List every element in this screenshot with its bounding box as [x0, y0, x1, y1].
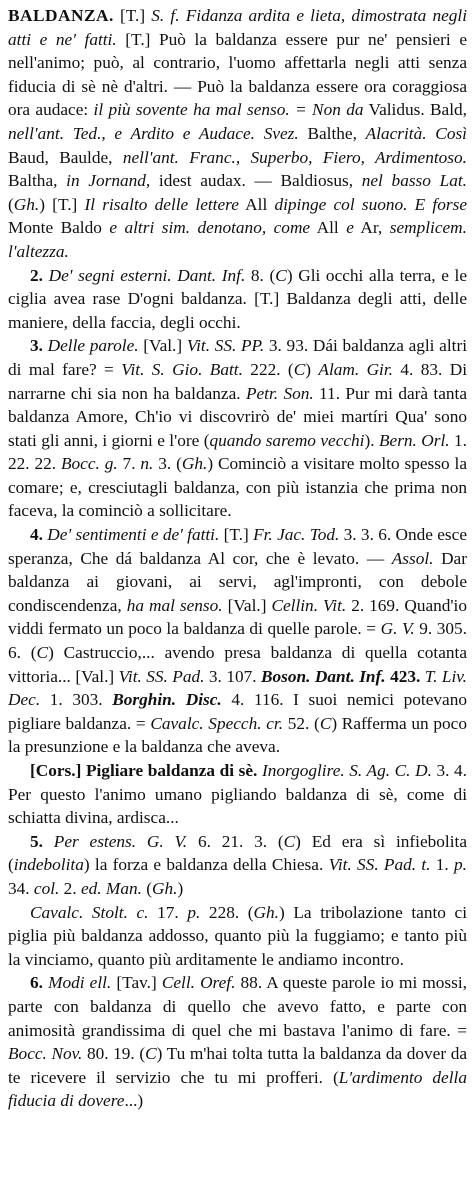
text-run: 3. (	[153, 454, 182, 474]
text-run: 3. 93. Dái baldanza agli altri di mal fare? =	[8, 336, 468, 379]
text-run: Fr. Jac. Tod.	[253, 525, 340, 545]
text-run: nel basso Lat.	[361, 171, 467, 191]
text-run: ha mal senso.	[126, 595, 223, 615]
text-run: ) La tribolazione tanto ci piglia più baldanza addosso, quanto più la fuggiamo; e tanto più la vinciamo, quanto più arditamente le andiamo incontro.	[8, 902, 467, 969]
text-run: p.	[187, 902, 201, 922]
text-run: 6.	[30, 973, 49, 993]
text-run: quando saremo vecchi	[209, 430, 365, 450]
text-run: De' segni esterni. Dant. Inf.	[48, 265, 246, 285]
text-run: Validus. Bald,	[363, 100, 467, 120]
text-run: 8. (	[245, 265, 276, 285]
text-run: Gh.	[253, 902, 279, 922]
text-run: ed. Man.	[80, 878, 142, 898]
text-run: Petr. Son.	[245, 383, 314, 403]
sense-3	[8, 334, 467, 523]
text-run: ) Tu m'hai tolta tutta la baldanza da dover da te ricevere il servizio che tu mi profferi. (	[8, 1044, 468, 1087]
text-run: [T.] Può la baldanza essere pur ne' pensieri e nell'animo; può, al contrario, l'uomo affettarla negli atti senza fiducia di sè nè d'altri. — Può la baldanza essere ora coraggiosa ora audace:	[8, 29, 467, 120]
text-run: 1. 303.	[40, 690, 113, 710]
text-run: 3. 4. Per questo l'animo umano pigliando baldanza di sè, come di schiatta divina, ardisca...	[8, 761, 468, 828]
text-run: ) Rafferma un poco la presunzione e la baldanza che aveva.	[8, 713, 467, 757]
text-run: Modi ell.	[48, 973, 112, 993]
text-run: 11. Pur mi darà tanta baldanza Amore, Ch'io vi discovrirò de' miei martíri Qua' sono stati gli anni, i giorni e l'ore (	[8, 383, 467, 450]
text-run: ...)	[124, 1091, 144, 1111]
text-run: Baltha,	[8, 171, 67, 191]
text-run: C	[36, 643, 49, 663]
text-run: Cellin. Vit.	[271, 595, 347, 615]
text-run: ) Gli occhi alla terra, e le ciglia avea rase D'ogni baldanza. [T.] Baldanza degli atti, delle maniere, della faccia, degli occhi.	[8, 265, 467, 332]
text-run: 88. A queste parole io mi mossi, parte con baldanza di quello che avevo fatto, e parte con animosità grandissima di quel che mi bastava l'animo di fare. =	[8, 973, 468, 1040]
text-run: Monte Baldo	[8, 218, 110, 238]
text-run: 2.	[59, 878, 81, 898]
text-run: Gh.	[13, 194, 40, 214]
text-run: p.	[454, 855, 467, 875]
text-run: ) la forza e baldanza della Chiesa.	[83, 855, 329, 875]
text-run: Bocc. g.	[60, 454, 118, 474]
text-run: C	[145, 1044, 157, 1064]
sense-5	[8, 830, 467, 901]
text-run: 4. 83. Di narrarne chi sia non ha baldanza.	[8, 359, 468, 403]
text-run: 7.	[117, 454, 141, 474]
sense-5-cavalc	[8, 901, 467, 972]
text-run: Inorgoglire. S. Ag. C. D.	[261, 761, 432, 780]
text-run: Per estens. G. V.	[53, 831, 188, 851]
text-run: Dar baldanza ai giovani, ai servi, agl'impronti, con debole condiscendenza,	[8, 548, 467, 615]
text-run: [Val.]	[138, 336, 187, 356]
text-run: Gh.	[181, 454, 208, 474]
text-run: Il risalto delle lettere	[84, 194, 239, 214]
headword: BALDANZA.	[8, 6, 114, 25]
text-run: Alam. Gir.	[318, 359, 393, 379]
text-run: Bocc. Nov.	[8, 1044, 83, 1064]
text-run: ) Castruccio,... avendo presa baldanza di quella cotanta vittoria... [Val.]	[8, 643, 467, 686]
text-run: [Tav.]	[111, 973, 162, 993]
text-run: ).	[364, 430, 379, 450]
text-run: Assol.	[391, 548, 434, 568]
text-run: [Cors.] Pigliare baldanza di sè.	[30, 761, 262, 780]
entry-definition	[8, 6, 467, 261]
text-run: De' sentimenti e de' fatti.	[47, 525, 220, 545]
text-run: dipinge col suono. E forse	[274, 194, 467, 214]
text-run: nell'ant. Ted., e Ardito e Audace. Svez.	[8, 123, 299, 143]
text-run: indebolita	[13, 855, 84, 875]
text-run: (	[141, 878, 152, 898]
text-run: Baud, Baulde,	[8, 147, 123, 167]
text-run: Borghin. Disc.	[112, 690, 222, 710]
text-run: Cavalc. Stolt. c.	[30, 902, 149, 922]
text-run: [Val.]	[222, 595, 272, 615]
text-run: ) Cominciò a visitare molto spesso la comare; e, cresciutagli baldanza, con più istanzia che prima non faceva, la cominciò a sollicitare.	[8, 454, 467, 521]
text-run: [T.]	[120, 6, 152, 25]
text-run: Delle parole.	[47, 336, 139, 356]
text-run: 52. (	[283, 713, 320, 733]
text-run: Alacrità. Così	[365, 123, 467, 143]
text-run: ) Ed era sì infiebolita (	[8, 831, 467, 875]
sense-4	[8, 523, 467, 759]
text-run: 34.	[8, 878, 34, 898]
text-run: Vit. SS. Pad. t.	[328, 855, 431, 875]
text-run: 1.	[430, 855, 455, 875]
text-run: G. V.	[380, 619, 415, 639]
text-run: Balthe,	[298, 123, 366, 143]
text-run: T. Liv. Dec.	[8, 666, 467, 710]
text-run: 80. 19. (	[82, 1044, 146, 1064]
sense-6	[8, 971, 467, 1113]
text-run: 423.	[385, 666, 425, 686]
text-run: 9. 305. 6. (	[8, 619, 467, 663]
text-run: in Jornand,	[66, 171, 151, 191]
text-run: e	[346, 218, 354, 238]
text-run: Bern. Orl.	[378, 430, 450, 450]
text-run: Vit. SS. PP.	[186, 336, 265, 356]
text-run: C	[283, 831, 296, 851]
text-run: Gh.	[152, 878, 178, 898]
text-run: )	[305, 359, 319, 379]
text-run: Cell. Oref.	[161, 973, 236, 993]
text-run: ) [T.]	[39, 194, 85, 214]
text-run: idest audax. — Baldiosus,	[150, 171, 362, 191]
text-run: C	[275, 265, 287, 285]
text-run: nell'ant. Franc., Superbo, Fiero, Ardimentoso.	[122, 147, 467, 167]
text-run: 4. 116. I suoi nemici potevano pigliare baldanza. =	[8, 690, 467, 733]
text-run: e altri sim. denotano, come	[109, 218, 311, 238]
text-run: 6. 21. 3. (	[187, 831, 284, 851]
text-run: 3. 3. 6. Onde esce speranza, Che dá baldanza Al cor, che è levato. —	[8, 525, 467, 568]
text-run: Vit. SS. Pad.	[118, 666, 205, 686]
text-run: 222. (	[242, 359, 294, 379]
sense-4-pigliare	[8, 759, 467, 830]
text-run: )	[177, 878, 184, 898]
text-run: semplicem. l'altezza.	[8, 218, 467, 261]
text-run: col.	[33, 878, 60, 898]
text-run: 3.	[30, 336, 48, 356]
text-run: All	[238, 194, 275, 214]
text-run: C	[319, 713, 332, 733]
text-run: 5.	[30, 831, 54, 851]
text-run: il più sovente ha mal senso. = Non da	[93, 100, 364, 120]
text-run: 2.	[30, 265, 49, 285]
text-run: (	[8, 194, 14, 214]
text-run: C	[293, 359, 306, 379]
text-run: 228. (	[200, 902, 254, 922]
entry-baldanza	[8, 4, 467, 264]
text-run: Boson. Dant. Inf.	[261, 666, 386, 686]
text-run: Cavalc. Specch. cr.	[150, 713, 284, 733]
text-run: [T.]	[219, 525, 254, 545]
text-run: All	[310, 218, 347, 238]
text-run: 3. 107.	[204, 666, 261, 686]
text-run: 17.	[148, 902, 188, 922]
text-run: L'ardimento della fiducia di dovere	[8, 1067, 467, 1111]
text-run: Ar,	[353, 218, 390, 238]
sense-2	[8, 264, 467, 335]
text-run: Vit. S. Gio. Batt.	[121, 359, 243, 379]
text-run: S. f. Fidanza ardita e lieta, dimostrata negli atti e ne' fatti.	[8, 6, 467, 49]
text-run: n.	[140, 454, 154, 474]
text-run: 4.	[30, 525, 48, 545]
text-run: 1. 22. 22.	[8, 430, 467, 474]
text-run: 2. 169. Quand'io viddi fermato un poco la baldanza di quelle parole. =	[8, 595, 467, 639]
